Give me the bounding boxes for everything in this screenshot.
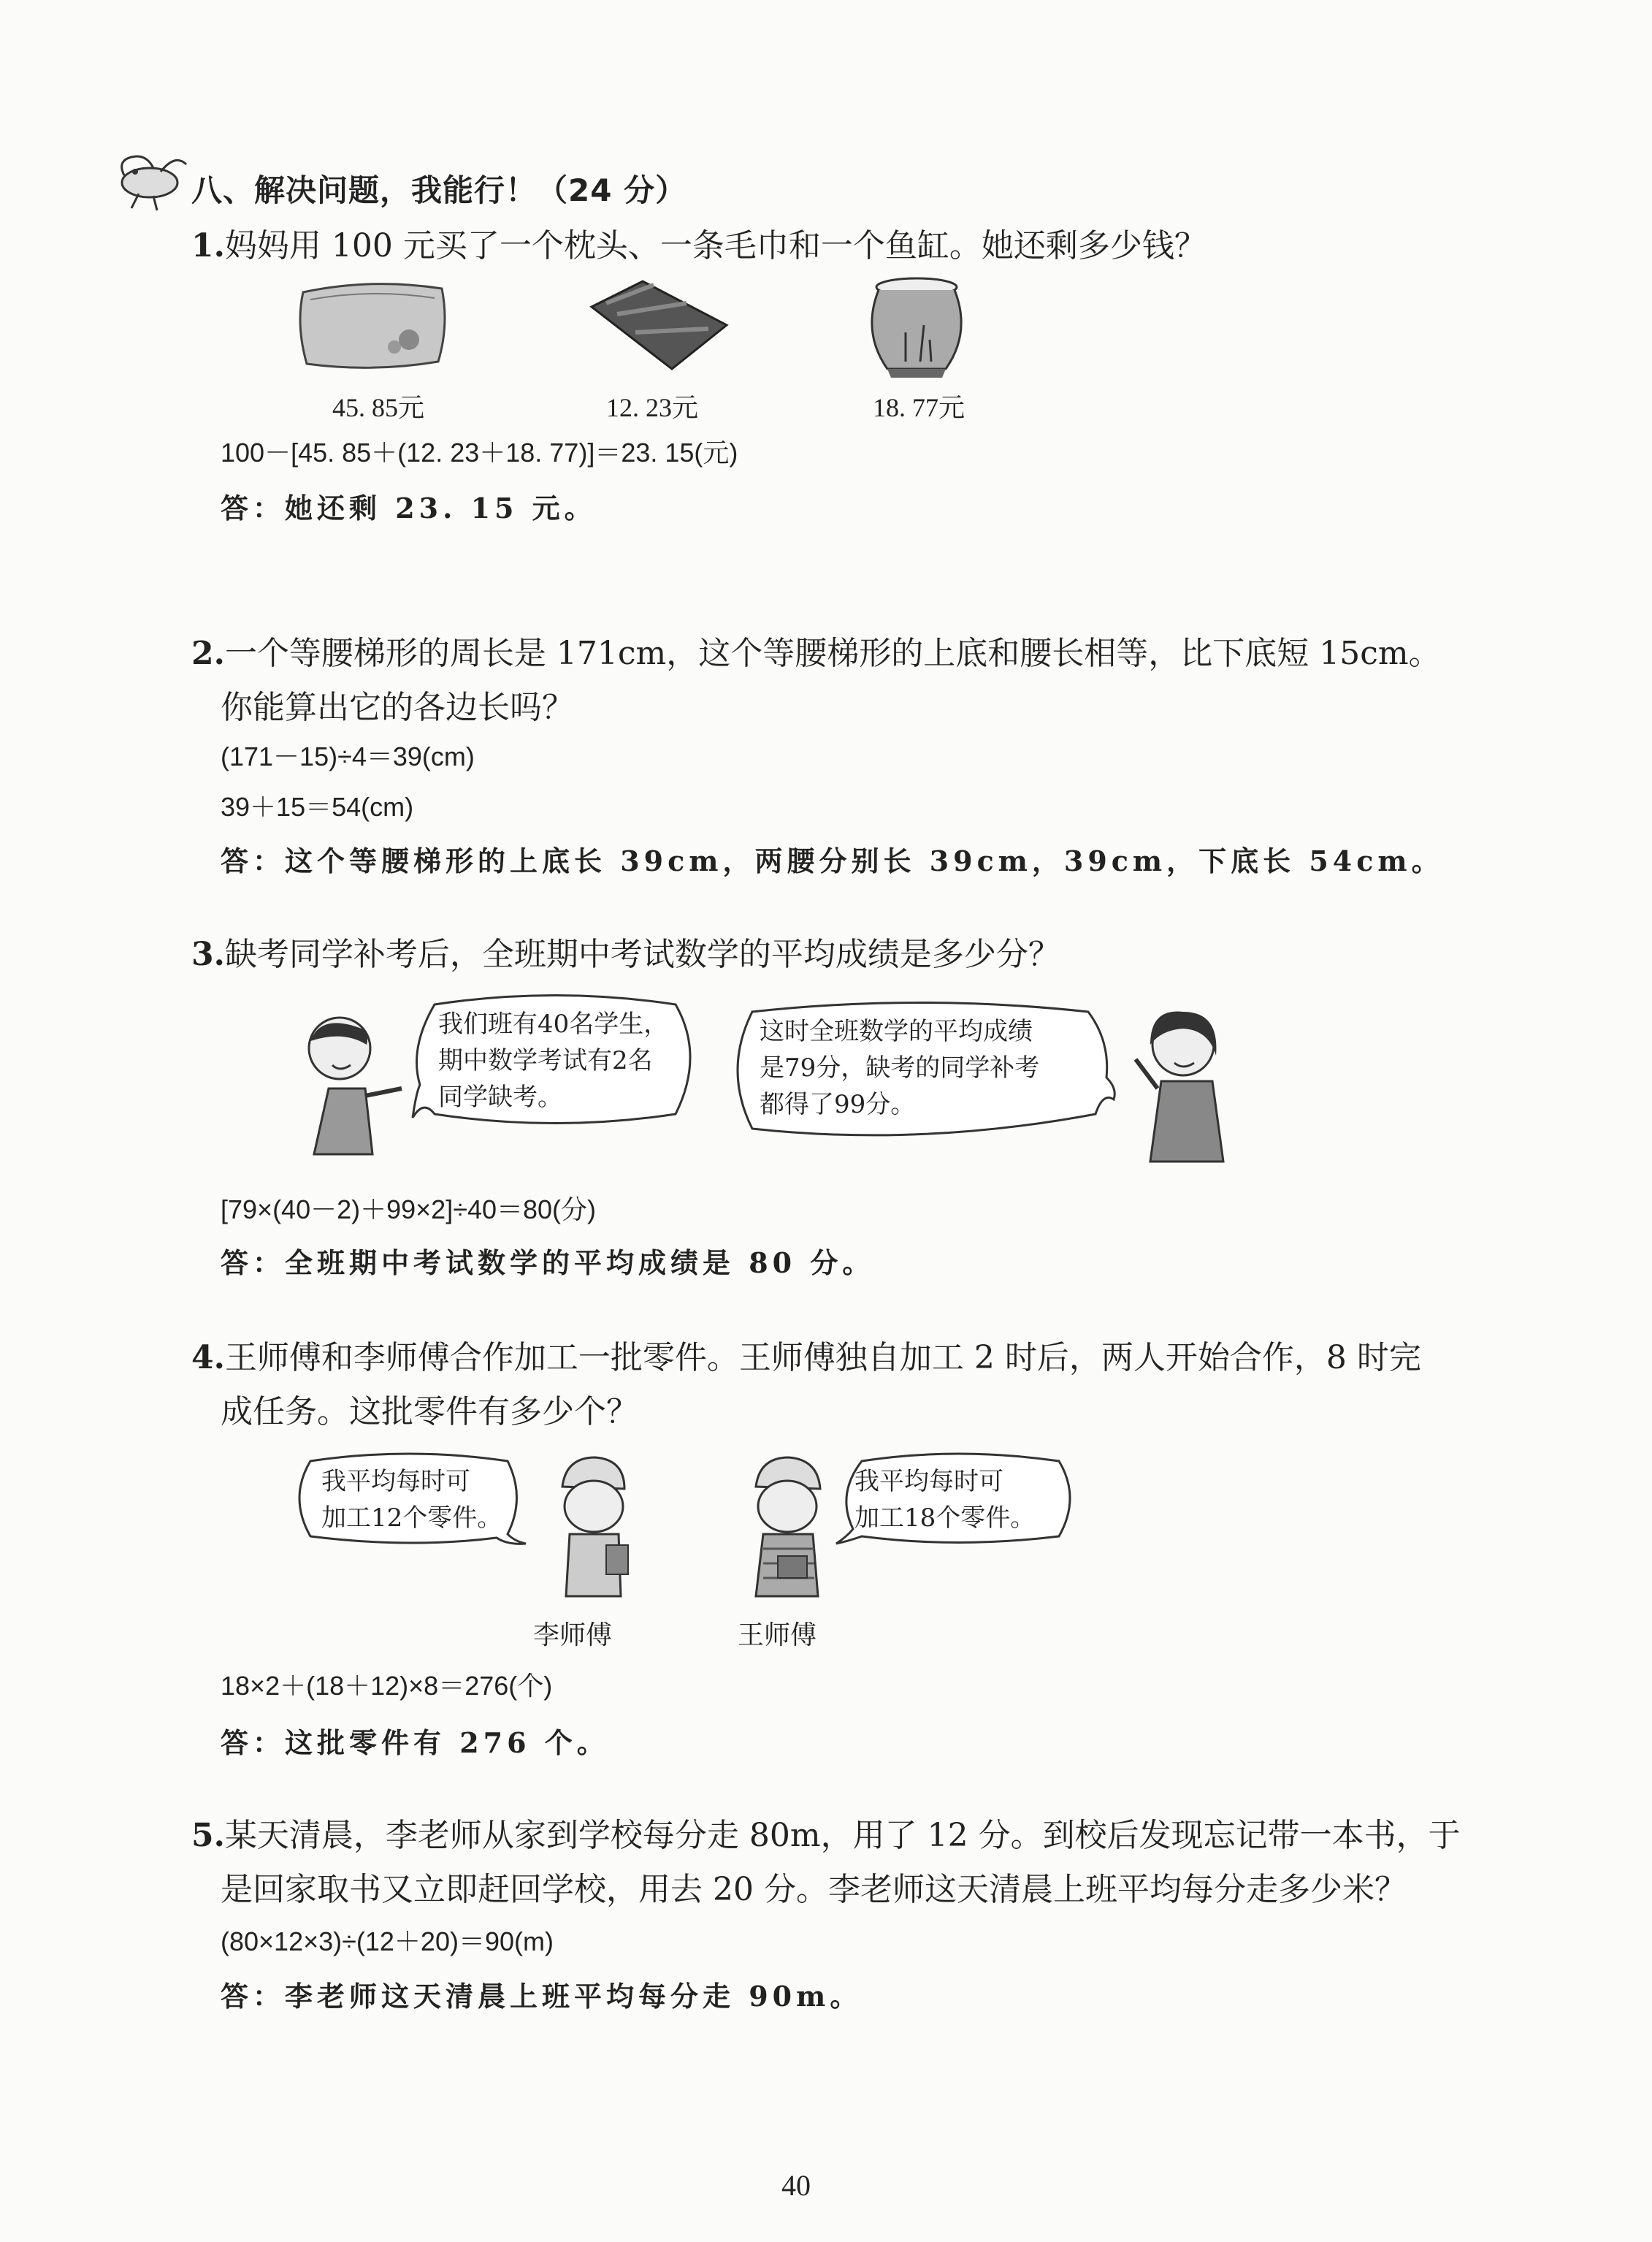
- bubble-line: 是79分，缺考的同学补考: [760, 1053, 1040, 1083]
- problem-2-question: [191, 627, 1441, 735]
- problem-4-work: 18×2＋(18＋12)×8＝276(个): [221, 1671, 553, 1701]
- problem-4-answer: 答：这批零件有 276 个。: [221, 1726, 609, 1759]
- problem-2-work-1: (171－15)÷4＝39(cm): [221, 741, 475, 771]
- bubble-line: 加工12个零件。: [321, 1503, 502, 1533]
- price-towel: 12. 23元: [606, 393, 699, 422]
- towel-icon: [584, 274, 730, 376]
- problem-3-answer: 答：全班期中考试数学的平均成绩是 80 分。: [221, 1246, 875, 1279]
- page-number: 40: [781, 2169, 811, 2202]
- price-fishbowl: 18. 77元: [873, 393, 965, 422]
- bubble-line: 我们班有40名学生，: [438, 1010, 669, 1039]
- problem-number: 1.: [191, 227, 225, 264]
- section-header-icon: [110, 146, 190, 212]
- problem-text: 成任务。这批零件有多少个？: [221, 1393, 638, 1430]
- problem-1-work: 100－[45. 85＋(12. 23＋18. 77)]＝23. 15(元): [221, 438, 738, 468]
- problem-text: 是回家取书又立即赶回学校，用去 20 分。李老师这天清晨上班平均每分走多少米？: [221, 1871, 1407, 1908]
- problem-1-answer: 答：她还剩 23. 15 元。: [221, 492, 597, 525]
- problem-number: 2.: [191, 635, 225, 672]
- problem-number: 5.: [191, 1817, 225, 1854]
- bubble-line: 都得了99分。: [760, 1090, 916, 1119]
- problem-number: 4.: [191, 1339, 225, 1376]
- problem-1-question: [191, 219, 1207, 273]
- bubble-line: 我平均每时可: [854, 1467, 1003, 1496]
- speech-bubble-left: [405, 990, 705, 1136]
- problem-text: 缺考同学补考后，全班期中考试数学的平均成绩是多少分？: [224, 936, 1060, 973]
- problem-3-question: [191, 928, 1060, 982]
- bubble-line: 期中数学考试有2名: [438, 1046, 653, 1075]
- speech-bubble-li: [288, 1450, 529, 1549]
- bubble-line: 加工18个零件。: [854, 1503, 1036, 1533]
- section-title: 八、解决问题，我能行！（24 分）: [191, 172, 687, 208]
- pillow-icon: [292, 278, 453, 373]
- worker-li-icon: [537, 1454, 646, 1600]
- problem-3-work: [79×(40－2)＋99×2]÷40＝80(分): [221, 1194, 597, 1224]
- problem-4-question: [191, 1331, 1421, 1439]
- problem-5-work: (80×12×3)÷(12＋20)＝90(m): [221, 1926, 554, 1956]
- problem-text: 王师傅和李师傅合作加工一批零件。王师傅独自加工 2 时后，两人开始合作，8 时完: [224, 1339, 1421, 1376]
- worker-wang-icon: [734, 1454, 844, 1600]
- caption-wang: 王师傅: [738, 1620, 817, 1650]
- problem-5-answer: 答：李老师这天清晨上班平均每分走 90m。: [221, 1980, 863, 2013]
- problem-number: 3.: [191, 936, 225, 973]
- problem-text: 你能算出它的各边长吗？: [221, 689, 574, 726]
- speech-bubble-right: [723, 997, 1117, 1151]
- price-pillow: 45. 85元: [332, 393, 425, 422]
- problem-text: 某天清晨，李老师从家到学校每分走 80m，用了 12 分。到校后发现忘记带一本书，于: [224, 1817, 1461, 1854]
- problem-text: 妈妈用 100 元买了一个枕头、一条毛巾和一个鱼缸。她还剩多少钱？: [224, 227, 1207, 264]
- boy-student-icon: [285, 1008, 409, 1169]
- speech-bubble-wang: [833, 1450, 1081, 1549]
- problem-text: 一个等腰梯形的周长是 171cm，这个等腰梯形的上底和腰长相等，比下底短 15cm。: [224, 635, 1441, 672]
- girl-student-icon: [1125, 1001, 1234, 1169]
- bubble-line: 同学缺考。: [438, 1083, 562, 1112]
- problem-2-answer: 答：这个等腰梯形的上底长 39cm，两腰分别长 39cm，39cm，下底长 54cm。: [221, 844, 1444, 877]
- fishbowl-icon: [865, 274, 968, 380]
- bubble-line: 我平均每时可: [321, 1467, 470, 1496]
- problem-5-question: [191, 1809, 1461, 1917]
- caption-li: 李师傅: [533, 1620, 613, 1650]
- problem-2-work-2: 39＋15＝54(cm): [221, 792, 414, 822]
- bubble-line: 这时全班数学的平均成绩: [760, 1017, 1033, 1046]
